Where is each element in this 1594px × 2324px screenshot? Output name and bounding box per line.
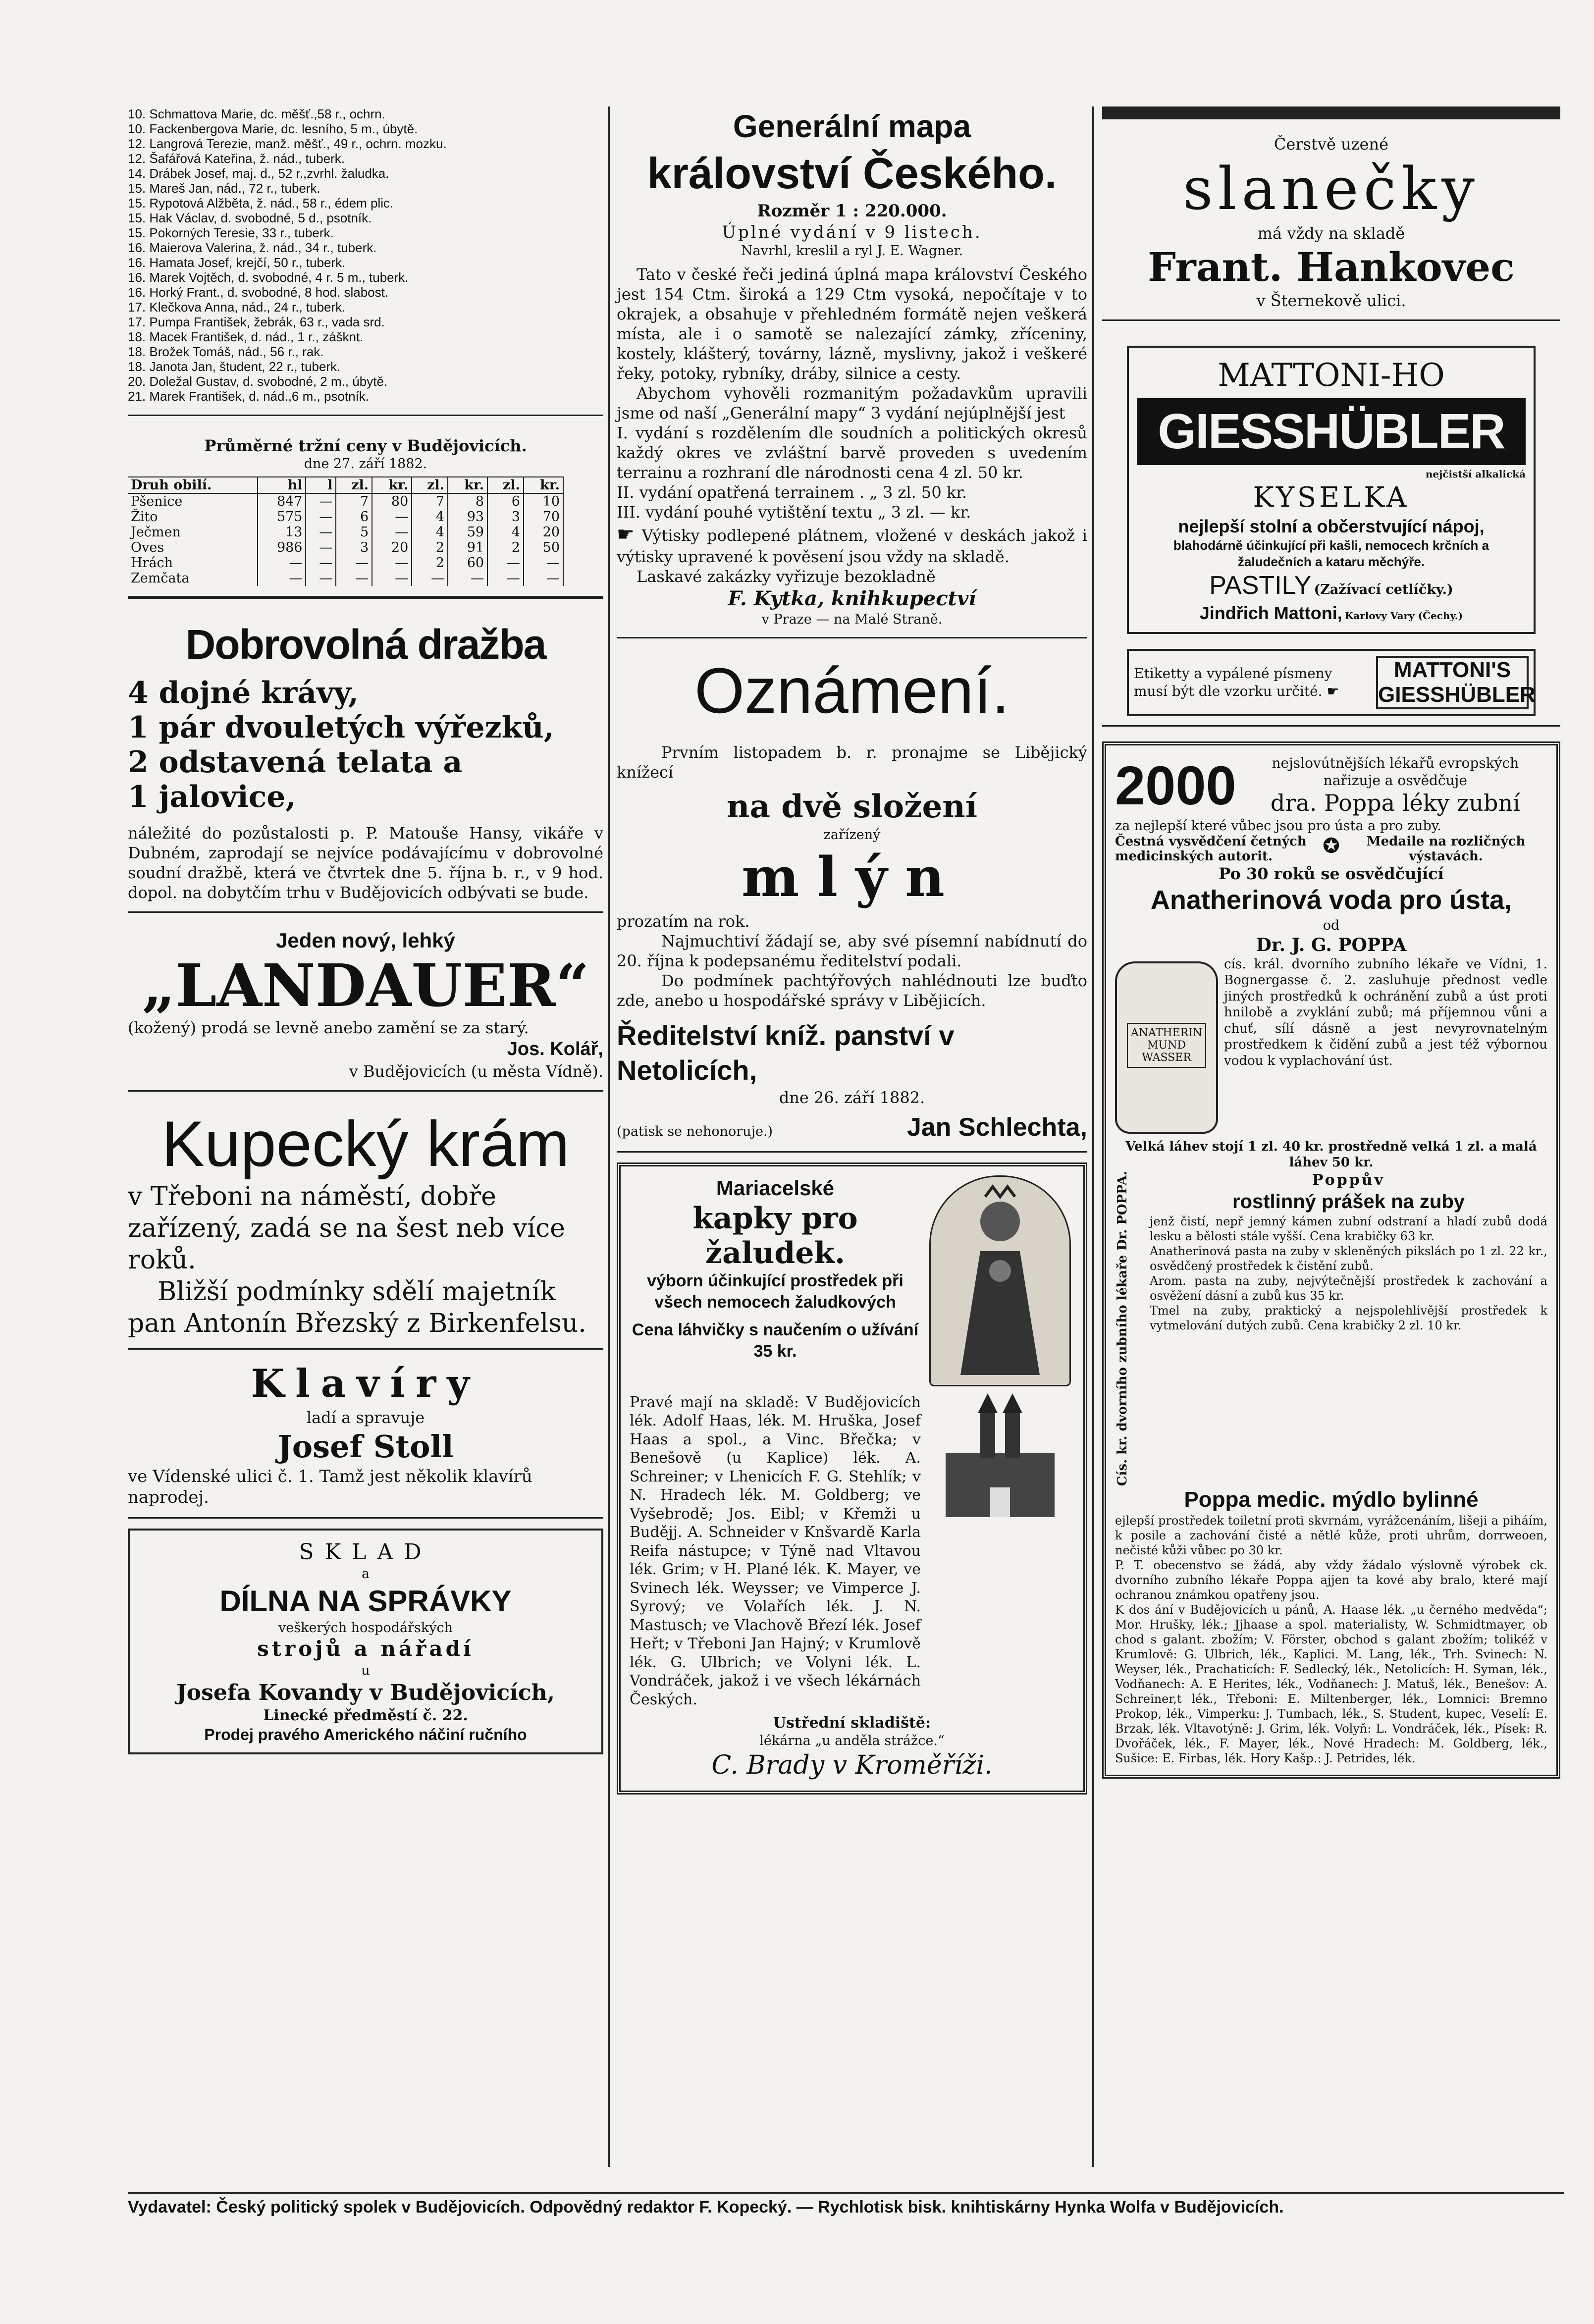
prices-cell: 2 [487,540,524,555]
popp-line2: Po 30 roků se osvědčující [1219,864,1444,884]
mattoni-pastily-row [1137,570,1526,602]
kapky-ad [617,1162,1087,1795]
drazba-item: 2 odstavená telata a [128,744,463,780]
kram-ad [128,1107,603,1339]
klaviry-title: Klavíry [251,1361,480,1406]
mattoni-top: MATTONI-HO [1218,357,1445,394]
mapa-praha: v Praze — na Malé Straně. [761,611,943,627]
bottle-icon: ANATHERIN MUND WASSER [1115,961,1218,1134]
mapa-zakazky: Laskavé zakázky vyřizuje bezokladně [637,567,936,586]
popp-medaile: Medaile na rozličných výstavách. [1366,834,1526,864]
footer-imprint: Vydavatel: Český politický spolek v Budějovicích. Odpovědný redaktor F. Kopecký. — Rychlotisk bisk. knihtiskárny Hynka Wolfa v Budějovicích. [128,2192,1564,2217]
prices-cell: — [372,571,412,586]
prices-cell: — [258,571,306,586]
prices-cell: 70 [524,509,563,525]
prices-cell: 93 [448,509,487,525]
drazba-item: 1 jalovice, [128,779,296,814]
kapky-body-row [630,1393,1074,1709]
prices-header-cell: hl [258,477,306,493]
mattoni-name-row [1137,602,1526,624]
oznameni-sign: Jan Schlechta, [906,1112,1087,1142]
mattoni-line2: blahodárně účinkující při kašli, nemocech krčních a žaludečních a kataru měchýře. [1173,538,1489,569]
kram-body2: Bližší podmínky sdělí majetník pan Antonín Březský z Birkenfelsu. [128,1276,586,1338]
death-entry: 17. Klečkova Anna, nád., 24 r., tuberk. [128,300,346,315]
mapa-title2: království Českého. [647,149,1057,198]
prices-cell: — [306,509,336,525]
kapky-body: Pravé mají na skladě: V Budějovicích lék. Adolf Haas, lék. M. Hruška, Josef Haas a spol., a Vinc. Břečka; v Benešově (u Kaplice) lék. A. Schreiner; v Lhenicích F. G. Stehlík; v N. Hradech lék. M. Goldberg; ve Vyšebrodě; Jos. Eibl; v Křemži u Budějj. A. Schneider v Knšvardě Karla Reifa nástupce; v Týně nad Vltavou lék. Grim; v H. Plané lék. K. Mayer, ve Svinech lék. Weysser; ve Vimperce J. Syrový; ve Volařích lék. J. N. Mastusch; ve Vlachově Březí lék. Josef Heřt; v Třeboni Jan Hajný; v Krumlově lék. G. Ulbrich; ve Volyni lék. L. Vondráček, jakož i ve všech lékárnách Českých. [630,1393,921,1708]
mapa-vytisky-text: Výtisky podlepené plátnem, vložené v deskách jakož i výtisky upravené k pověsení jsou vždy na skladě. [617,526,1088,566]
landauer-addr: v Budějovicích (u města Vídně). [349,1061,603,1081]
sklad-u: u [361,1662,370,1678]
prices-cell: — [412,571,448,586]
death-entry: 15. Mareš Jan, nád., 72 r., tuberk. [128,181,320,196]
popp-awards [1115,834,1547,864]
klaviry-name: Josef Stoll [277,1428,454,1465]
sklad-title2: DÍLNA NA SPRÁVKY [219,1584,512,1618]
pointing-hand-icon: ☛ [617,523,635,546]
drazba-items [128,676,603,814]
popp-mydlo-desc: ejlepší prostředek toiletní proti skvrnám, vyrážcenáním, lišeji a piháím, k posile a zachování čisté a nětlé kůže, proti uhrům, dorrweoen, nečisté kůži vůbec po 30 kr. [1115,1513,1547,1557]
popp-body [1150,1171,1547,1486]
prices-cell: — [306,493,336,509]
prices-cell: Žito [128,509,258,525]
prices-table [128,476,564,586]
prices-header-cell: zl. [336,477,372,493]
death-entry: 18. Macek František, d. nád., 1 r., zášknt. [128,329,364,344]
prices-cell: 3 [336,540,372,555]
prices-cell: — [372,509,412,525]
death-entry: 16. Hamata Josef, krejčí, 50 r., tuberk. [128,255,346,270]
landauer-title: „LANDAUER“ [142,951,589,1020]
prices-header-cell: kr. [524,477,563,493]
popp-mydlo: Poppa medic. mýdlo bylinné [1184,1487,1479,1512]
prices-header-cell: kr. [372,477,412,493]
oznameni-prozatim: prozatím na rok. [617,911,750,931]
mattoni-ad [1127,346,1536,634]
sklad-ad [128,1529,603,1754]
kapky-ustredni: Ustřední skladiště: [773,1714,931,1732]
landauer-name: Jos. Kolář, [507,1039,603,1060]
prices-row [128,540,563,555]
death-entry: 16. Maierova Valerina, ž. nád., 34 r., tuberk. [128,240,377,255]
prices-cell: 7 [336,493,372,509]
death-entry: 18. Janota Jan, študent, 22 r., tuberk. [128,359,341,374]
popp-pt: P. T. obecenstvo se žádá, aby vždy žádalo výslovně výrobek ck. dvorního zubního lékaře Poppa ajjen ta kové aby bralo, které mají ochranou známkou opatřeny jsou. [1115,1558,1547,1602]
mapa-v3: III. vydání pouhé vytištění textu „ 3 zl. — kr. [617,502,971,522]
column-rule [1092,106,1094,2167]
death-entry: 16. Horký Frant., d. svobodné, 8 hod. slabost. [128,285,389,300]
popp-anath: Anatherinová voda pro ústa, [1150,885,1512,915]
popp-desc-row [1115,956,1547,1139]
prices-cell: 20 [372,540,412,555]
popp-line1: za nejlepší které vůbec jsou pro ústa a pro zuby. [1115,818,1441,834]
kapky-firm: C. Brady v Kroměříži. [711,1750,993,1780]
slanecky-ad [1102,134,1560,311]
oznameni-date: dne 26. září 1882. [779,1088,925,1107]
etiketty-text [1134,665,1366,700]
prices-cell: — [524,555,563,571]
slanecky-addr: v Šternekově ulici. [1256,291,1406,310]
death-entry: 12. Šafářová Kateřina, ž. nád., tuberk. [128,151,345,166]
prices-cell: 575 [258,509,306,525]
prices-header-cell: zl. [487,477,524,493]
sklad-addr: Linecké předměstí č. 22. [263,1706,468,1724]
popp-od: od [1323,917,1340,933]
mapa-uplne: Úplné vydání v 9 listech. [722,222,982,242]
popp-intro: nejslovútnějších lékařů evropských nařizuje a osvědčuje [1272,755,1519,789]
klaviry-ad [128,1360,603,1508]
mapa-autor: Navrhl, kreslil a ryl J. E. Wagner. [741,243,963,259]
prices-cell: — [372,555,412,571]
column-right [1102,106,1560,1779]
kapky-lekarna: lékárna „u anděla strážce.“ [759,1733,945,1748]
sklad-line1: veškerých hospodářských [278,1620,453,1636]
oznameni-title: Oznámení. [694,654,1010,727]
mattoni-line1: nejlepší stolní a občerstvující nápoj, [1178,516,1485,536]
prices-cell: 4 [487,525,524,540]
prices-cell: 8 [448,493,487,509]
column-rule [608,106,610,2167]
etiketty-body: Etiketty a vypálené písmeny musí být dle vzorku určité. [1134,665,1332,699]
prices-header-cell: kr. [448,477,487,493]
mattoni-kyselka: KYSELKA [1253,481,1410,514]
kapky-title2: kapky pro žaludek. [692,1201,858,1271]
popp-prasek: rostlinný prášek na zuby [1232,1191,1465,1213]
drazba-body: náležité do pozůstalosti p. P. Matouše Hansy, vikáře v Dubném, zaprodají se nejvíce podávajícímu v dobrovolné soudní dražbě, která ve čtvrtek dne 5. října b. r., v 9 hod. dopol. na dobytčím trhu v Budějovicích odbývati se bude. [128,823,603,902]
prices-cell: 5 [336,525,372,540]
prices-cell: 60 [448,555,487,571]
prices-title: Průměrné tržní ceny v Budějovicích. [204,436,527,455]
prices-cell: 13 [258,525,306,540]
popp-name: dra. Poppa léky zubní [1270,790,1520,816]
prices-cell: — [487,555,524,571]
oznameni-ad [617,653,1087,1142]
prices-cell: 3 [487,509,524,525]
prices-cell: Zemčata [128,571,258,586]
prices-cell: 2 [412,555,448,571]
church-icon [926,1393,1074,1522]
top-bar [1102,106,1560,119]
drazba-item: 1 pár dvouletých výřezků, [128,710,554,745]
mapa-body: Tato v české řeči jediná úplná mapa království Českého jest 154 Ctm. široká a 129 Ctm vysoká, nepočítaje v to okrajek, a obsahuje v přehledném formátě nejen veškerá místa, ale i o samotě se nalezající zámky, zříceniny, kostely, klášterý, továrny, lázně, myslivny, jakož i veškeré řeky, potoky, rybníky, dráby, silnice a cesty. [617,264,1087,383]
oznameni-mlyn: mlýn [741,845,963,909]
mattoni-addr: Karlovy Vary (Čechy.) [1344,610,1463,622]
oznameni-najmu: Najmuchtiví žádají se, aby své písemní nabídnutí do 20. října k podepsanému ředitelství podali. [617,931,1087,970]
prices-cell: — [524,571,563,586]
prices-cell: — [306,571,336,586]
prices-cell: 91 [448,540,487,555]
death-entry: 21. Marek František, d. nád.,6 m., psotník. [128,389,369,404]
popp-big: 2000 [1115,755,1236,817]
slanecky-top: Čerstvě uzené [1274,135,1389,154]
prices-cell: — [258,555,306,571]
death-entry: 16. Marek Vojtěch, d. svobodné, 4 r. 5 m., tuberk. [128,270,409,285]
prices-row [128,525,563,540]
popp-head-text [1243,754,1547,818]
etiketty-ad [1127,649,1536,716]
prices-cell: Ječmen [128,525,258,540]
klaviry-line2: ve Vídenské ulici č. 1. Tamž jest několik klavírů naprodej. [128,1466,532,1508]
madonna-picture [926,1175,1074,1386]
sklad-name: Josefa Kovandy v Budějovicích, [176,1680,555,1705]
popp-arom: Arom. pasta na zuby, nejvýtečnější prostředek k zachování a osvěžení dásní a zubů kus 35 kr. [1150,1274,1547,1303]
column-middle [617,106,1087,1795]
kapky-sub: výborn účinkující prostředek při všech nemocech žaludkových [647,1271,903,1312]
prices-cell: — [306,525,336,540]
death-entry: 18. Brožek Tomáš, nád., 56 r., rak. [128,344,324,359]
kapky-text [630,1175,921,1386]
mapa-firm: F. Kytka, knihkupectví [728,586,976,610]
prices-cell: 847 [258,493,306,509]
pointing-hand-icon: ☛ [1327,683,1339,699]
oznameni-sign-row [617,1112,1087,1142]
oznameni-zarizeny: zařízený [823,827,881,843]
prices-cell: — [306,540,336,555]
prices-cell: — [306,555,336,571]
prices-row [128,509,563,525]
column-left [128,106,603,1754]
popp-dostati: K dos ání v Budějovicích u pánů, A. Haase lék. „u černého medvěda“; Mor. Hrušky, lék.; Jjhaase a spol. materialisty, W. Schmidtmayer, ob chod s galant. zbožím; V. Förster, obchod s galant zbožím; tolikéž v Krumlově: G. Ulbrich, lék., Kaplici. M. Lang, lék., Trh. Svinech: N. Weyser, lék., Prachaticích: F. Sedlecký, lék., Netolicích: H. Syman, lék., Vodňanech: A. E Herites, lék., Vodňanech: J. Matuš, lék., Benešov: A. Schreiner,t lék., Třeboni: E. Miltenberger, lék., Lomnici: Bremno Prokop, lék., Vimperku: J. Tumbach, lék., S. Student, kupec, Veselí: E. Brzak, lék. Vltavotýně: J. Grim, lék. Volyň: L. Vondráček, lék., Písek: R. Dvořáček, lék., F. Mayer, lék., Nové Hradech: M. Goldberg, lék., Sušice: E. Firbas, lék. Hory Kašp.: J. Petrides, lék. [1115,1602,1547,1765]
mapa-rozmer: Rozměr 1 : 220.000. [757,201,947,221]
sklad-line2: strojů a nářadí [257,1637,474,1661]
landauer-top: Jeden nový, lehký [276,928,455,952]
death-entry: 14. Drábek Josef, maj. d., 52 r.,zvrhl. žaludka. [128,166,389,181]
popp-body-row [1115,1171,1547,1486]
madonna-icon [929,1175,1071,1386]
slanecky-sub: má vždy na skladě [1257,224,1405,243]
kram-body: v Třeboni na náměstí, dobře zařízený, zadá se na šest neb více roků. [128,1181,565,1275]
prices-section [128,436,603,586]
prices-cell: 20 [524,525,563,540]
prices-cell: 10 [524,493,563,509]
landauer-ad [128,928,603,1081]
popp-desc: cís. král. dvorního zubního lékaře ve Vídni, 1. Bognergasse č. 2. zasluhuje přednost vedle jiných prostředků k ochránění zubů a úst proti hnilobě a zvyklání zubů; má příjemnou vůni a chuť, sílí dásně a jest nevyrovnatelným prostředkem k čidění zubů a jest též výbornou vodou k vyplachování úst. [1224,956,1547,1068]
prices-date: dne 27. září 1882. [304,456,427,472]
slanecky-title: slanečky [1183,155,1480,223]
prices-cell: — [448,571,487,586]
oznameni-podminky: Do podmínek pachtýřových nahlédnouti lze buďto zde, anebo u hospodářské správy v Liběјicích. [617,971,1087,1010]
prices-header-cell: zl. [412,477,448,493]
prices-cell: — [336,555,372,571]
drazba-title: Dobrovolná dražba [185,621,546,668]
mapa-v1: I. vydání s rozdělením dle soudních a politických okresů každý okres ve zvláštní barvě proveden s uvedením terrainu a rozhraní dle národnosti cena 4 zl. 50 kr. [617,423,1087,482]
prices-cell: 50 [524,540,563,555]
kram-title: Kupecký krám [161,1107,570,1180]
mattoni-small: nejčistší alkalická [1425,468,1526,480]
prices-row [128,571,563,586]
kapky-title1: Mariacelské [716,1176,835,1200]
mapa-title1: Generální mapa [733,108,971,144]
prices-header-cell: l [306,477,336,493]
popp-side: Cís. kr. dvorního zubního lékaře Dr. POPPA. [1115,1170,1130,1486]
popp-pasta: Anatherinová pasta na zuby v skleněných pikslách po 1 zl. 22 kr., osvědčený prostředek k čistění zubů. [1150,1244,1547,1273]
oznameni-body: Prvním listopadem b. r. pronajme se Liběјický knížecí [617,742,1087,782]
oznameni-big: na dvě složení [726,788,978,825]
landauer-line1: (kožený) prodá se levně anebo zamění se za starý. [128,1018,529,1038]
popp-ad [1102,741,1560,1779]
slanecky-name: Frant. Hankovec [1148,244,1515,290]
prices-cell: Pšenice [128,493,258,509]
prices-cell: Oves [128,540,258,555]
death-entry: 12. Langrová Terezie, manž. měšť., 49 r., ochrn. mozku. [128,136,447,151]
prices-cell: 2 [412,540,448,555]
mattoni-title: GIESSHÜBLER [1158,404,1505,459]
popp-poppuv: Poppův [1312,1171,1385,1189]
popp-head [1115,754,1547,818]
popp-cestna: Čestná vysvědčení četných medicinských autorit. [1115,834,1307,864]
death-entry: 10. Fackenbergova Marie, dc. lesního, 5 m., úbytě. [128,121,418,136]
prices-cell: 80 [372,493,412,509]
prices-cell: 6 [336,509,372,525]
prices-cell: 4 [412,525,448,540]
sklad-a: a [361,1566,370,1582]
oznameni-patisk: (patisk se nehonoruje.) [617,1123,773,1139]
drazba-item: 4 dojné krávy, [128,675,359,710]
mattoni-name: Jindřich Mattoni, [1199,603,1342,623]
kapky-cena: Cena láhvičky s naučením o užívání 35 kr. [632,1320,919,1361]
prices-cell: 4 [412,509,448,525]
prices-cell: Hrách [128,555,258,571]
klaviry-line1: ladí a spravuje [306,1408,425,1427]
deaths-list [128,106,603,404]
death-entry: 17. Pumpa František, žebrák, 63 r., vada srd. [128,315,385,329]
prices-row [128,493,563,509]
prices-cell: — [372,525,412,540]
death-entry: 15. Hak Václav, d. svobodné, 5 d., psotník. [128,211,372,225]
drazba-ad [128,619,603,902]
mattoni-pastily2: (Zažívací cetlíčky.) [1314,582,1453,597]
mattoni-label: MATTONI'S GIESSHÜBLER [1376,656,1529,709]
prices-row [128,555,563,571]
mattoni-banner [1137,398,1526,465]
popp-tmel: Tmel na zuby, praktický a nejspolehlivější prostředek k vytmelování dutých zubů. Cena krabičky 2 zl. 10 kr. [1150,1304,1547,1332]
mapa-v2: II. vydání opatřená terrainem . „ 3 zl. 50 kr. [617,482,967,502]
prices-cell: 6 [487,493,524,509]
death-entry: 20. Doležal Gustav, d. svobodné, 2 m., úbytě. [128,374,388,389]
popp-prasek-desc: jenž čistí, nepř jemný kámen zubní odstraní a hladí zubů dodá lesku a bělosti stále vyšší. Cena krabičky 63 kr. [1150,1215,1547,1243]
prices-cell: — [487,571,524,586]
death-entry: 15. Rypotová Alžběta, ž. nád., 58 r., édem plic. [128,196,394,211]
oznameni-reditelstvi: Ředitelství kníž. panství v Netolicích, [617,1019,955,1086]
mapa-body2: Abychom vyhověli rozmanitým požadavkům upravili jsme od naší „Generální mapy“ 3 vydání nejúplnější jest [617,383,1087,423]
prices-header-cell: Druh obilí. [128,477,258,493]
popp-dr: Dr. J. G. POPPA [1256,934,1407,955]
death-entry: 10. Schmattova Marie, dc. měšť.,58 r., ochrn. [128,106,385,121]
sklad-title: SKLAD [299,1539,432,1565]
popp-lahev: Velká láhev stojí 1 zl. 40 kr. prostředně velká 1 zl. a malá láhev 50 kr. [1125,1139,1537,1170]
prices-cell: 59 [448,525,487,540]
sklad-line3: Prodej pravého Amerického náčiní ručního [204,1726,527,1743]
death-entry: 15. Pokorných Teresie, 33 r., tuberk. [128,225,334,240]
prices-cell: 7 [412,493,448,509]
prices-cell: 986 [258,540,306,555]
mattoni-pastily: PASTILY [1209,571,1312,600]
mapa-ad [617,106,1087,628]
mapa-vytisky [617,522,1087,567]
medal-icon: ✪ [1323,834,1340,858]
kapky-head [630,1175,1074,1386]
prices-cell: — [336,571,372,586]
